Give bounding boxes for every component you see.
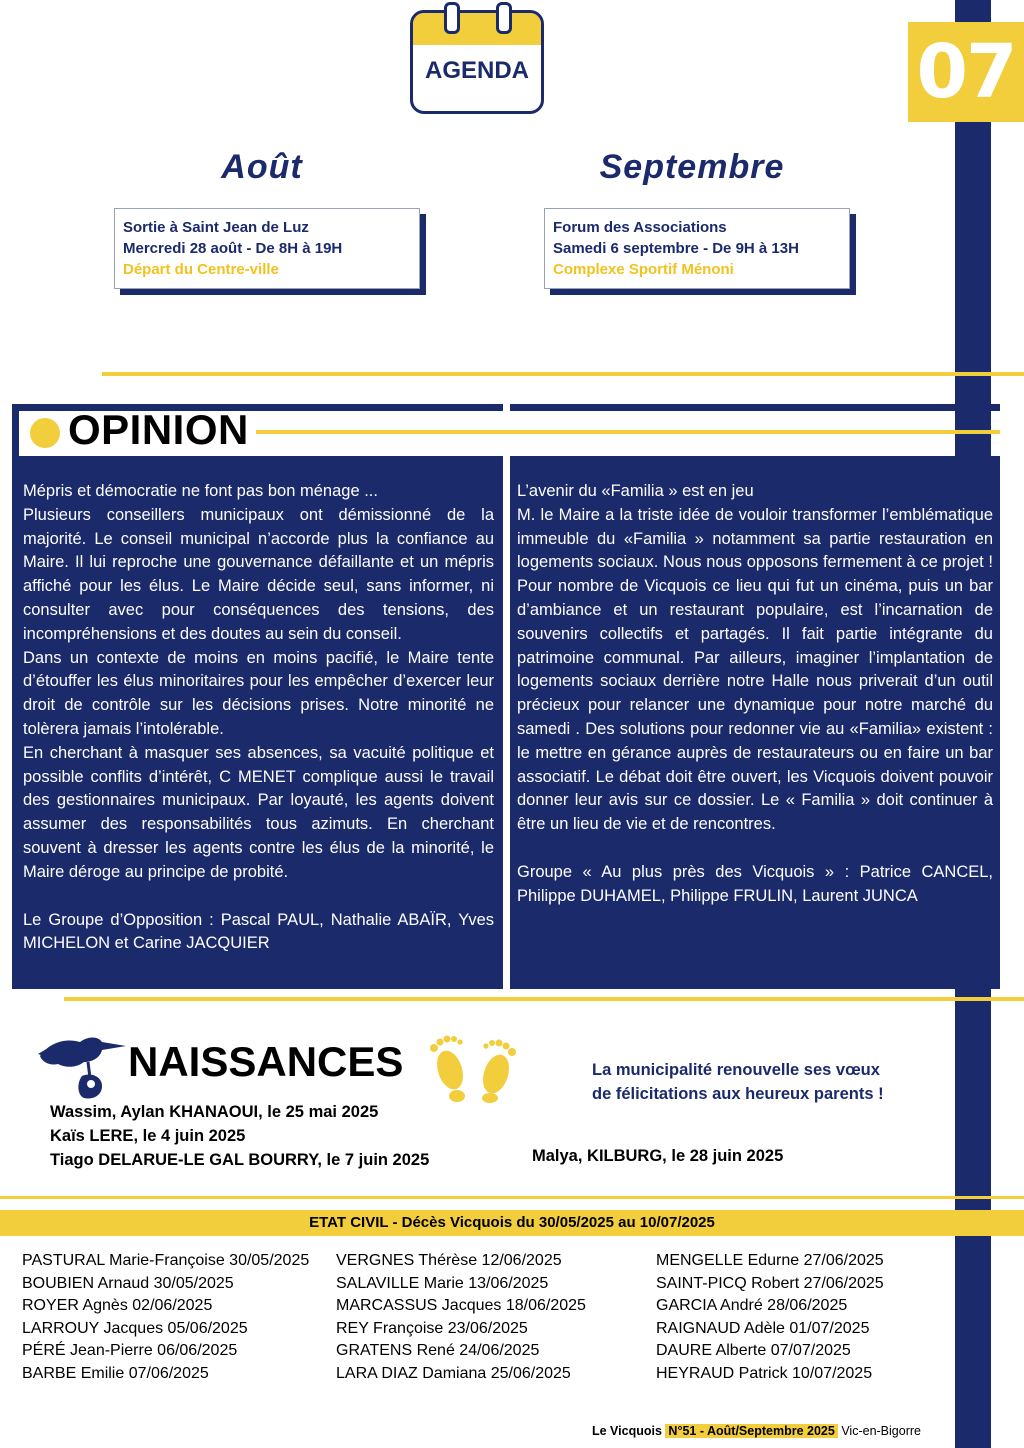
bullet-dot-icon: [30, 418, 60, 448]
deaths-column-3: [656, 1250, 884, 1386]
death-entry: ROYER Agnès 02/06/2025: [22, 1297, 213, 1315]
section-divider: [64, 997, 1024, 1001]
birth-entry: Wassim, Aylan KHANAOUI, le 25 mai 2025: [50, 1103, 379, 1121]
births-list-right: [532, 1144, 783, 1168]
opinion-left-signature: Le Groupe d’Opposition : Pascal PAUL, Nathalie ABAÏR, Yves MICHELON et Carine JACQUIER: [23, 910, 494, 953]
death-entry: DAURE Alberte 07/07/2025: [656, 1342, 851, 1360]
death-entry: REY Françoise 23/06/2025: [336, 1319, 528, 1337]
opinion-left-paragraph: Plusieurs conseillers municipaux ont démissionné de la majorité. Le conseil municipal n’accorde plus la confiance au Maire. Il lui reproche une gouvernance défaillante et un mépris affiché pour les élus. Le Maire décide seul, sans informer, ni consulter avec pour conséquences des tensions, des incompréhensions et des doutes au sein du conseil.: [23, 505, 494, 643]
death-entry: LARA DIAZ Damiana 25/06/2025: [336, 1364, 571, 1382]
agenda-calendar-icon: [410, 10, 544, 114]
opinion-right-heading: L’avenir du «Familia » est en jeu: [517, 482, 754, 500]
stork-icon: [36, 1032, 128, 1102]
opinion-left-column: [12, 456, 503, 989]
death-entry: PÉRÉ Jean-Pierre 06/06/2025: [22, 1342, 238, 1360]
event-card-aout: [114, 208, 420, 289]
congratulations-message: [592, 1058, 884, 1106]
event-title: Forum des Associations: [553, 219, 727, 236]
death-entry: LARROUY Jacques 05/06/2025: [22, 1319, 248, 1337]
death-entry: MENGELLE Edurne 27/06/2025: [656, 1252, 884, 1269]
death-entry: PASTURAL Marie-Françoise 30/05/2025: [22, 1252, 310, 1269]
message-line: de félicitations aux heureux parents !: [592, 1085, 884, 1103]
deaths-column-2: [336, 1250, 586, 1386]
death-entry: MARCASSUS Jacques 18/06/2025: [336, 1297, 586, 1315]
opinion-frame-side: [12, 404, 19, 460]
etat-civil-header: ETAT CIVIL - Décès Vicquois du 30/05/2025 au 10/07/2025: [0, 1210, 1024, 1236]
footer-town: Vic-en-Bigorre: [841, 1424, 921, 1438]
death-entry: SAINT-PICQ Robert 27/06/2025: [656, 1274, 884, 1292]
opinion-frame-top-right: [510, 404, 1000, 411]
birth-entry: Tiago DELARUE-LE GAL BOURRY, le 7 juin 2025: [50, 1151, 430, 1169]
death-entry: BARBE Emilie 07/06/2025: [22, 1364, 209, 1382]
calendar-ring-icon: [496, 2, 512, 34]
births-list-left: [50, 1100, 429, 1172]
deaths-column-1: [22, 1250, 309, 1386]
birth-entry: Kaïs LERE, le 4 juin 2025: [50, 1127, 246, 1145]
page-number: 07: [916, 29, 1016, 115]
opinion-left-paragraph: En cherchant à masquer ses absences, sa vacuité politique et possible conflits d’intérêt, C MENET complique aussi le travail des gestionnaires municipaux. Par loyauté, les agents doivent assumer des responsabilités tous azimuts. En cherchant souvent à dresser les agents contre les élus de la minorité, le Maire déroge au principe de probité.: [23, 743, 494, 881]
event-location: Complexe Sportif Ménoni: [553, 261, 734, 278]
month-title-aout: Août: [221, 148, 303, 186]
death-entry: SALAVILLE Marie 13/06/2025: [336, 1274, 549, 1292]
death-entry: HEYRAUD Patrick 10/07/2025: [656, 1364, 873, 1382]
baby-feet-icon: [426, 1034, 522, 1104]
event-location: Départ du Centre-ville: [123, 261, 279, 278]
death-entry: GARCIA André 28/06/2025: [656, 1297, 848, 1315]
section-divider: [102, 372, 1024, 376]
death-entry: GRATENS René 24/06/2025: [336, 1342, 540, 1360]
death-entry: BOUBIEN Arnaud 30/05/2025: [22, 1274, 234, 1292]
footer-publication: Le Vicquois: [592, 1424, 662, 1438]
opinion-title-rule: [256, 430, 1000, 434]
opinion-right-column: [510, 456, 1000, 989]
death-entry: RAIGNAUD Adèle 01/07/2025: [656, 1319, 870, 1337]
death-entry: VERGNES Thérèse 12/06/2025: [336, 1252, 562, 1269]
birth-entry: Malya, KILBURG, le 28 juin 2025: [532, 1147, 784, 1165]
page-footer: [592, 1424, 921, 1438]
agenda-label: AGENDA: [424, 57, 529, 84]
event-date: Mercredi 28 août - De 8H à 19H: [123, 240, 343, 257]
calendar-ring-icon: [444, 2, 460, 34]
opinion-right-signature: Groupe « Au plus près des Vicquois » : Patrice CANCEL, Philippe DUHAMEL, Philippe FRULIN, Laurent JUNCA: [517, 862, 993, 905]
footer-issue: N°51 - Août/Septembre 2025: [665, 1424, 837, 1438]
naissances-title: NAISSANCES: [128, 1038, 404, 1085]
event-date: Samedi 6 septembre - De 9H à 13H: [553, 240, 799, 257]
opinion-left-heading: Mépris et démocratie ne font pas bon ménage ...: [23, 482, 378, 500]
event-card-septembre: [544, 208, 850, 289]
opinion-right-paragraph: M. le Maire a la triste idée de vouloir transformer l’emblématique immeuble du «Familia » notamment sa partie restauration en logements sociaux. Nous nous opposons fermement à ce projet ! Pour nombre de Vicquois ce lieu qui fut un cinéma, puis un bar d’ambiance et un restaurant populaire, est l’incarnation de souvenirs collectifs et partagés. Il fait partie intégrante du patrimoine communal. Par ailleurs, imaginer l’implantation de logements sociaux derrière notre Halle nous priverait d’un outil précieux pour relancer une dynamique pour notre marché du samedi . Des solutions pour redonner vie au «Familia» existent : le mettre en gérance auprès de restaurateurs ou en faire un bar associatif. Le débat doit être ouvert, les Vicquois doivent pouvoir donner leur avis sur ce dossier. Le « Familia » doit continuer à être un lieu de vie et de rencontres.: [517, 505, 993, 834]
section-divider: [0, 1196, 1024, 1199]
opinion-title: OPINION: [68, 406, 249, 453]
month-title-septembre: Septembre: [599, 148, 785, 186]
message-line: La municipalité renouvelle ses vœux: [592, 1061, 880, 1079]
event-title: Sortie à Saint Jean de Luz: [123, 219, 309, 236]
opinion-left-paragraph: Dans un contexte de moins en moins pacifié, le Maire tente d’étouffer les élus minoritaires pour les empêcher d’exercer leur droit de contrôle sur les décisions prises. Notre minorité ne tolèrera jamais l’intolérable.: [23, 648, 494, 738]
